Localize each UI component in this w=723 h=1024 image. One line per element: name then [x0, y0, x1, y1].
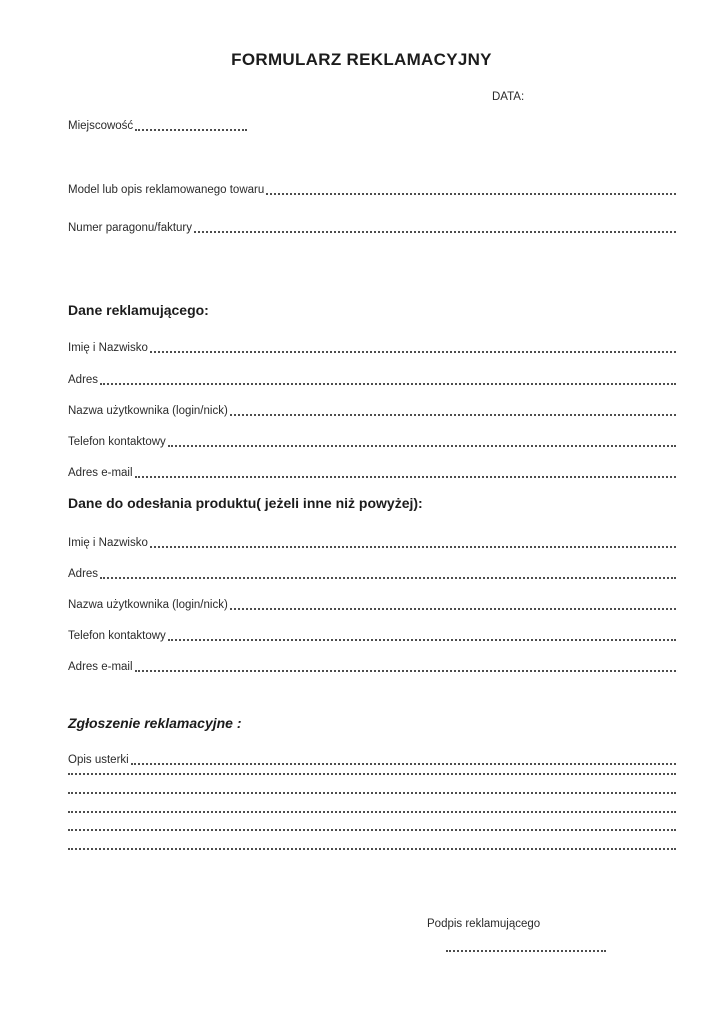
date-label: DATA:	[492, 91, 525, 103]
dotted-line	[100, 577, 676, 579]
city-label: Miejscowość	[68, 120, 134, 132]
page-title: FORMULARZ REKLAMACYJNY	[231, 50, 492, 69]
dotted-line	[135, 670, 676, 672]
defect-description-row	[68, 753, 676, 767]
claimant-phone-label: Telefon kontaktowy	[68, 436, 166, 448]
return-phone-row	[68, 629, 676, 643]
return-username-row	[68, 598, 676, 612]
blank-dotted-line	[68, 811, 676, 813]
claimant-address-label: Adres	[68, 374, 99, 386]
claimant-phone-row	[68, 435, 676, 449]
receipt-number-row	[68, 221, 676, 235]
claimant-email-row	[68, 466, 676, 480]
return-email-row	[68, 660, 676, 674]
complaint-section-heading: Zgłoszenie reklamacyjne :	[68, 715, 242, 731]
dotted-line	[230, 414, 676, 416]
product-model-label: Model lub opis reklamowanego towaru	[68, 184, 265, 196]
claimant-username-label: Nazwa użytkownika (login/nick)	[68, 405, 228, 417]
return-phone-label: Telefon kontaktowy	[68, 630, 166, 642]
claimant-username-row	[68, 404, 676, 418]
dotted-line	[150, 546, 676, 548]
claimant-section-heading: Dane reklamującego:	[68, 302, 209, 318]
return-address-label: Adres	[68, 568, 99, 580]
signature-label: Podpis reklamującego	[427, 918, 541, 930]
dotted-line	[100, 383, 676, 385]
claimant-name-row	[68, 341, 676, 355]
blank-dotted-line	[68, 829, 676, 831]
return-address-row	[68, 567, 676, 581]
dotted-line	[266, 193, 676, 195]
blank-dotted-line	[68, 792, 676, 794]
blank-dotted-line	[68, 773, 676, 775]
dotted-line	[135, 476, 676, 478]
claimant-name-label: Imię i Nazwisko	[68, 342, 148, 354]
dotted-line	[168, 639, 676, 641]
claimant-email-label: Adres e-mail	[68, 467, 133, 479]
dotted-line	[168, 445, 676, 447]
blank-dotted-line	[68, 848, 676, 850]
claimant-address-row	[68, 373, 676, 387]
return-name-label: Imię i Nazwisko	[68, 537, 148, 549]
city-dotted-line	[135, 129, 247, 131]
dotted-line	[194, 231, 676, 233]
receipt-number-label: Numer paragonu/faktury	[68, 222, 193, 234]
return-section-heading: Dane do odesłania produktu( jeżeli inne niż powyżej):	[68, 495, 423, 511]
dotted-line	[230, 608, 676, 610]
signature-dotted-line	[446, 950, 606, 952]
return-email-label: Adres e-mail	[68, 661, 133, 673]
dotted-line	[131, 763, 676, 765]
city-field-row	[68, 119, 676, 133]
product-model-row	[68, 183, 676, 197]
defect-description-label: Opis usterki	[68, 754, 129, 766]
dotted-line	[150, 351, 676, 353]
return-username-label: Nazwa użytkownika (login/nick)	[68, 599, 228, 611]
return-name-row	[68, 536, 676, 550]
